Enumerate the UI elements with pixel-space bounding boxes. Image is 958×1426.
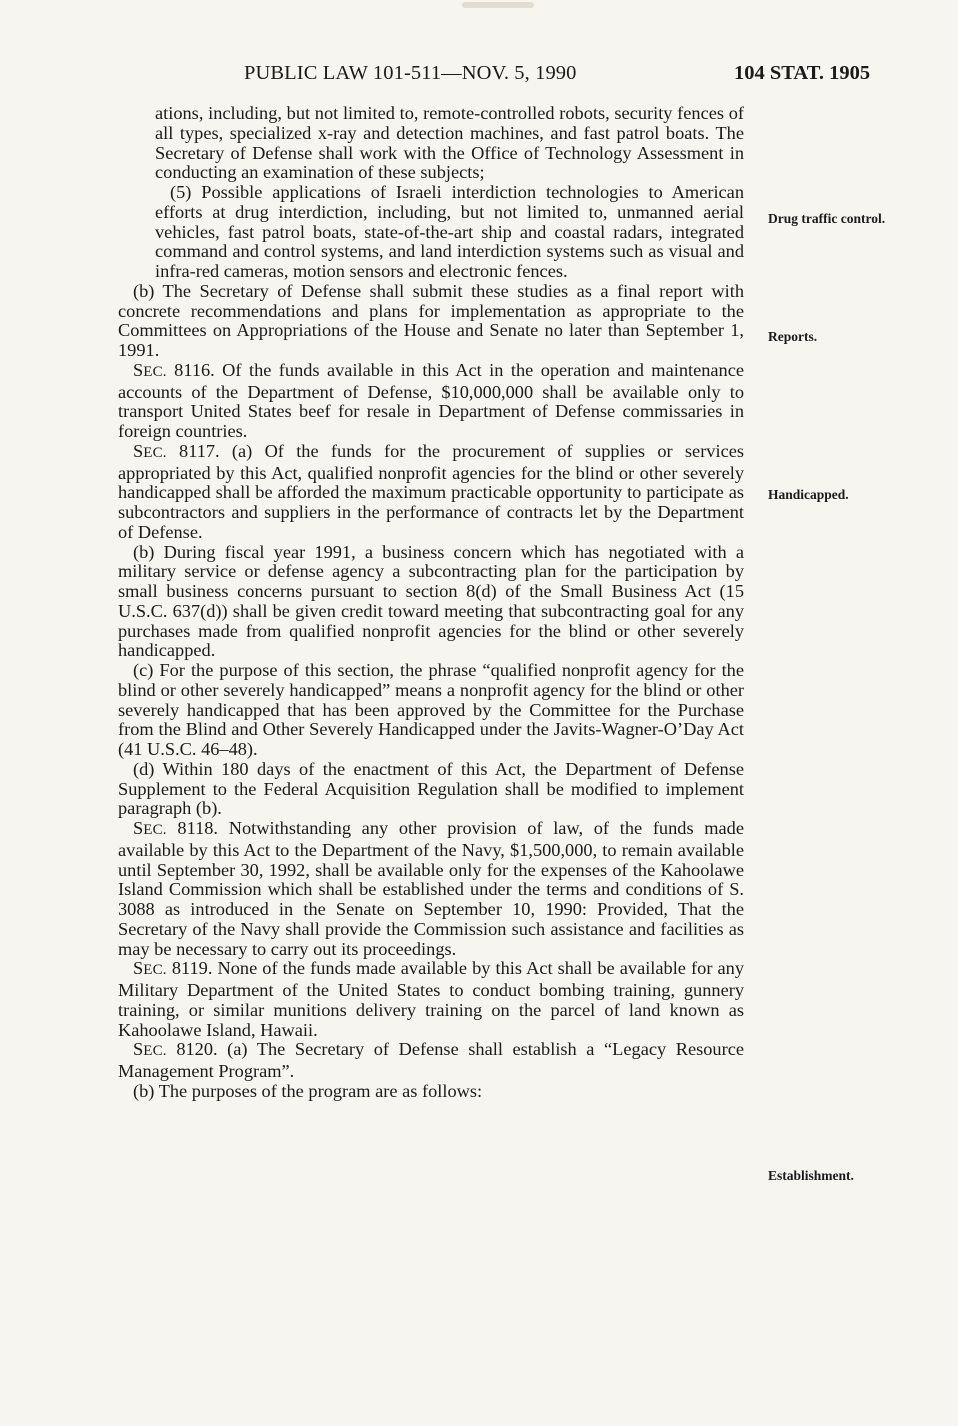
running-head: PUBLIC LAW 101-511—NOV. 5, 1990: [244, 62, 577, 84]
section-8120-b: (b) The purposes of the program are as follows:: [133, 1080, 483, 1101]
paragraph-b-reports: (b) The Secretary of Defense shall submit these studies as a final report with concrete recommendations and plans for implementation as appropriate to the Committees on Appropriations of the House and Senate no later than September 1, 1991.: [118, 280, 744, 360]
margin-note-handicapped: Handicapped.: [768, 487, 849, 502]
paragraph-continuation: ations, including, but not limited to, remote-controlled robots, security fences of all types, specialized x-ray and detection machines, and fast patrol boats. The Secretary of Defense shall work with the Office of Technology Assessment in conducting an examination of these subjects;: [155, 103, 744, 183]
paragraph-item-5: (5) Possible applications of Israeli interdiction technologies to American efforts at drug interdiction, including, but not limited to, unmanned aerial vehicles, fast patrol boats, state-of-the-art ship and coastal radars, integrated command and control systems, and land interdiction systems such as visual and infra-red cameras, motion sensors and electronic fences.: [155, 182, 744, 281]
section-8117-a: SEC. 8117. (a) Of the funds for the procurement of supplies or services appropriated by this Act, qualified nonprofit agencies for the blind or other severely handicapped shall be afforded the maximum practicable opportunity to participate as subcontractors and suppliers in the performance of contracts let by the Department of Defense.: [118, 440, 744, 542]
section-8118: SEC. 8118. Notwithstanding any other provision of law, of the funds made available by this Act to the Department of the Navy, $1,500,000, to remain available until September 30, 1992, shall be available only for the expenses of the Kahoolawe Island Commission which shall be established under the terms and conditions of S. 3088 as introduced in the Senate on September 10, 1990: Provided, That the Secretary of the Navy shall provide the Commission such assistance and facilities as may be necessary to carry out its proceedings.: [118, 818, 744, 959]
margin-note-drug-traffic: Drug traffic control.: [768, 211, 886, 226]
section-8117-b: (b) During fiscal year 1991, a business concern which has negotiated with a military service or defense agency a subcontracting plan for the participation by small business concerns pursuant to section 8(d) of the Small Business Act (15 U.S.C. 637(d)) shall be given credit toward meeting that subcontracting goal for any purchases made from qualified nonprofit agencies for the blind or other severely handicapped.: [118, 541, 744, 661]
section-8119: SEC. 8119. None of the funds made available by this Act shall be available for any Military Department of the United States to conduct bombing training, gunnery training, or similar munitions delivery training on the parcel of land known as Kahoolawe Island, Hawaii.: [118, 958, 744, 1040]
statute-page-number: 104 STAT. 1905: [734, 62, 871, 84]
scan-artifact: [462, 2, 534, 8]
margin-note-reports: Reports.: [768, 329, 818, 344]
section-8116: SEC. 8116. Of the funds available in this Act in the operation and maintenance accounts of the Department of Defense, $10,000,000 shall be available only to transport United States beef for resale in Department of Defense commissaries in foreign countries.: [118, 359, 744, 441]
body-text: [118, 104, 744, 1102]
page-header: [0, 62, 958, 92]
margin-note-establishment: Establishment.: [768, 1168, 854, 1183]
section-8120-a: SEC. 8120. (a) The Secretary of Defense shall establish a “Legacy Resource Management Program”.: [118, 1039, 744, 1081]
section-8117-c: (c) For the purpose of this section, the phrase “qualified nonprofit agency for the blind or other severely handicapped” means a nonprofit agency for the blind or other severely handicapped that has been approved by the Committee for the Purchase from the Blind and Other Severely Handicapped under the Javits-Wagner-O’Day Act (41 U.S.C. 46–48).: [118, 660, 744, 759]
section-8117-d: (d) Within 180 days of the enactment of this Act, the Department of Defense Supplement to the Federal Acquisition Regulation shall be modified to implement paragraph (b).: [118, 758, 744, 819]
